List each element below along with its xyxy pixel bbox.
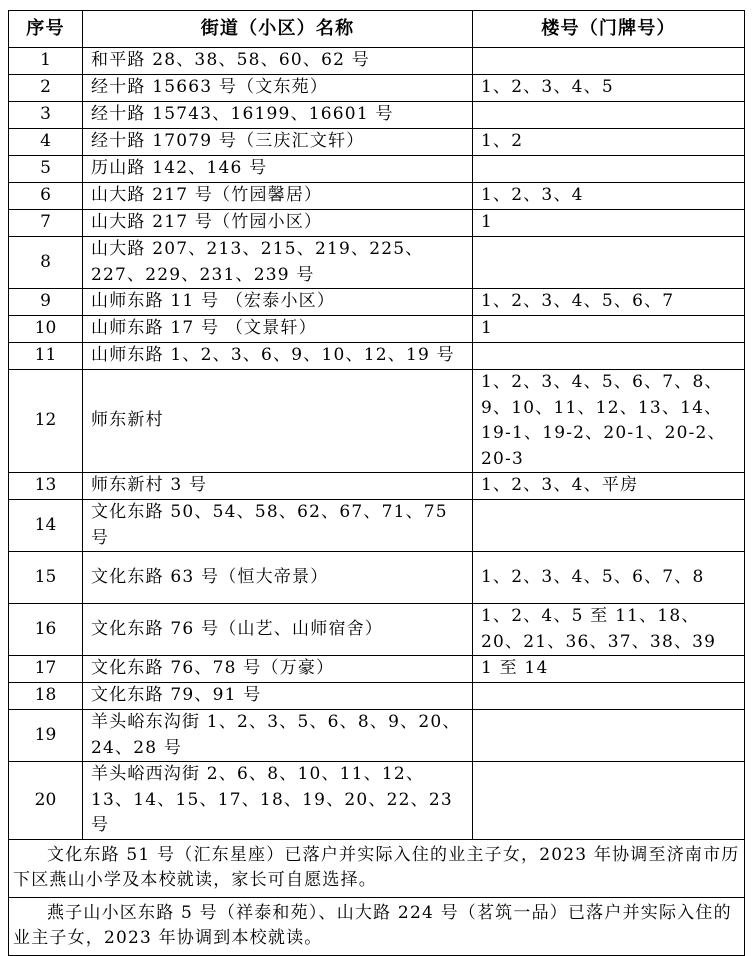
row-street: 经十路 15743、16199、16601 号 [83, 102, 473, 129]
row-index: 10 [9, 316, 83, 343]
table-row [9, 237, 745, 289]
row-building [473, 102, 745, 129]
table-row [9, 156, 745, 183]
table-row [9, 473, 745, 500]
row-building: 1 至 14 [473, 656, 745, 683]
row-building: 1、2、3、4、5、6、7、8、9、10、11、12、13、14、19-1、19-2、20-1、20-2、20-3 [473, 370, 745, 473]
row-street: 文化东路 50、54、58、62、67、71、75 号 [83, 500, 473, 552]
table-row [9, 48, 745, 75]
note-text: 燕子山小区东路 5 号（祥泰和苑）、山大路 224 号（茗筑一品）已落户并实际入住的业主子女，2023 年协调到本校就读。 [9, 897, 745, 955]
table-row [9, 343, 745, 370]
row-building [473, 343, 745, 370]
row-index: 11 [9, 343, 83, 370]
row-building: 1、2、3、4 [473, 183, 745, 210]
row-index: 14 [9, 500, 83, 552]
row-building: 1、2、3、4、平房 [473, 473, 745, 500]
note-row [9, 839, 745, 897]
row-building [473, 710, 745, 762]
row-index: 16 [9, 604, 83, 656]
table-row [9, 710, 745, 762]
row-street: 历山路 142、146 号 [83, 156, 473, 183]
row-building: 1、2、3、4、5、6、7、8 [473, 552, 745, 604]
row-building [473, 237, 745, 289]
row-building [473, 156, 745, 183]
note-text: 文化东路 51 号（汇东星座）已落户并实际入住的业主子女，2023 年协调至济南市历下区燕山小学及本校就读，家长可自愿选择。 [9, 839, 745, 897]
table-row [9, 102, 745, 129]
row-index: 2 [9, 75, 83, 102]
row-building: 1 [473, 210, 745, 237]
header-index: 序号 [9, 11, 83, 48]
row-index: 13 [9, 473, 83, 500]
row-index: 1 [9, 48, 83, 75]
table-row [9, 75, 745, 102]
row-building [473, 500, 745, 552]
row-street: 文化东路 76、78 号（万豪） [83, 656, 473, 683]
row-index: 19 [9, 710, 83, 762]
row-index: 5 [9, 156, 83, 183]
row-street: 山大路 217 号（竹园小区） [83, 210, 473, 237]
table-row [9, 370, 745, 473]
header-building: 楼号（门牌号） [473, 11, 745, 48]
row-street: 文化东路 79、91 号 [83, 683, 473, 710]
row-street: 羊头峪东沟街 1、2、3、5、6、8、9、20、24、28 号 [83, 710, 473, 762]
row-building [473, 762, 745, 840]
table-header-row [9, 11, 745, 48]
row-building: 1、2、4、5 至 11、18、20、21、36、37、38、39 [473, 604, 745, 656]
row-street: 山师东路 17 号 （文景轩） [83, 316, 473, 343]
row-street: 羊头峪西沟街 2、6、8、10、11、12、13、14、15、17、18、19、20、22、23 号 [83, 762, 473, 840]
table-row [9, 683, 745, 710]
row-index: 8 [9, 237, 83, 289]
row-index: 6 [9, 183, 83, 210]
row-building: 1、2、3、4、5 [473, 75, 745, 102]
header-street: 街道（小区）名称 [83, 11, 473, 48]
row-index: 12 [9, 370, 83, 473]
row-building: 1、2、3、4、5、6、7 [473, 289, 745, 316]
note-row [9, 897, 745, 955]
enrollment-table-container [8, 10, 744, 956]
row-building: 1、2 [473, 129, 745, 156]
row-street: 山大路 217 号（竹园馨居） [83, 183, 473, 210]
row-street: 和平路 28、38、58、60、62 号 [83, 48, 473, 75]
row-index: 7 [9, 210, 83, 237]
row-building [473, 48, 745, 75]
row-index: 3 [9, 102, 83, 129]
row-index: 20 [9, 762, 83, 840]
table-row [9, 656, 745, 683]
table-row [9, 500, 745, 552]
row-street: 文化东路 63 号（恒大帝景） [83, 552, 473, 604]
row-index: 15 [9, 552, 83, 604]
table-row [9, 210, 745, 237]
row-index: 4 [9, 129, 83, 156]
table-row [9, 552, 745, 604]
table-row [9, 183, 745, 210]
row-index: 9 [9, 289, 83, 316]
enrollment-table [8, 10, 745, 956]
table-row [9, 762, 745, 840]
row-building: 1 [473, 316, 745, 343]
table-row [9, 129, 745, 156]
row-street: 文化东路 76 号（山艺、山师宿舍） [83, 604, 473, 656]
row-street: 经十路 15663 号（文东苑） [83, 75, 473, 102]
row-index: 18 [9, 683, 83, 710]
row-street: 师东新村 3 号 [83, 473, 473, 500]
table-row [9, 604, 745, 656]
row-street: 山师东路 1、2、3、6、9、10、12、19 号 [83, 343, 473, 370]
row-street: 山大路 207、213、215、219、225、227、229、231、239 号 [83, 237, 473, 289]
row-street: 师东新村 [83, 370, 473, 473]
row-building [473, 683, 745, 710]
row-street: 山师东路 11 号 （宏泰小区） [83, 289, 473, 316]
table-row [9, 316, 745, 343]
row-street: 经十路 17079 号（三庆汇文轩） [83, 129, 473, 156]
table-row [9, 289, 745, 316]
row-index: 17 [9, 656, 83, 683]
